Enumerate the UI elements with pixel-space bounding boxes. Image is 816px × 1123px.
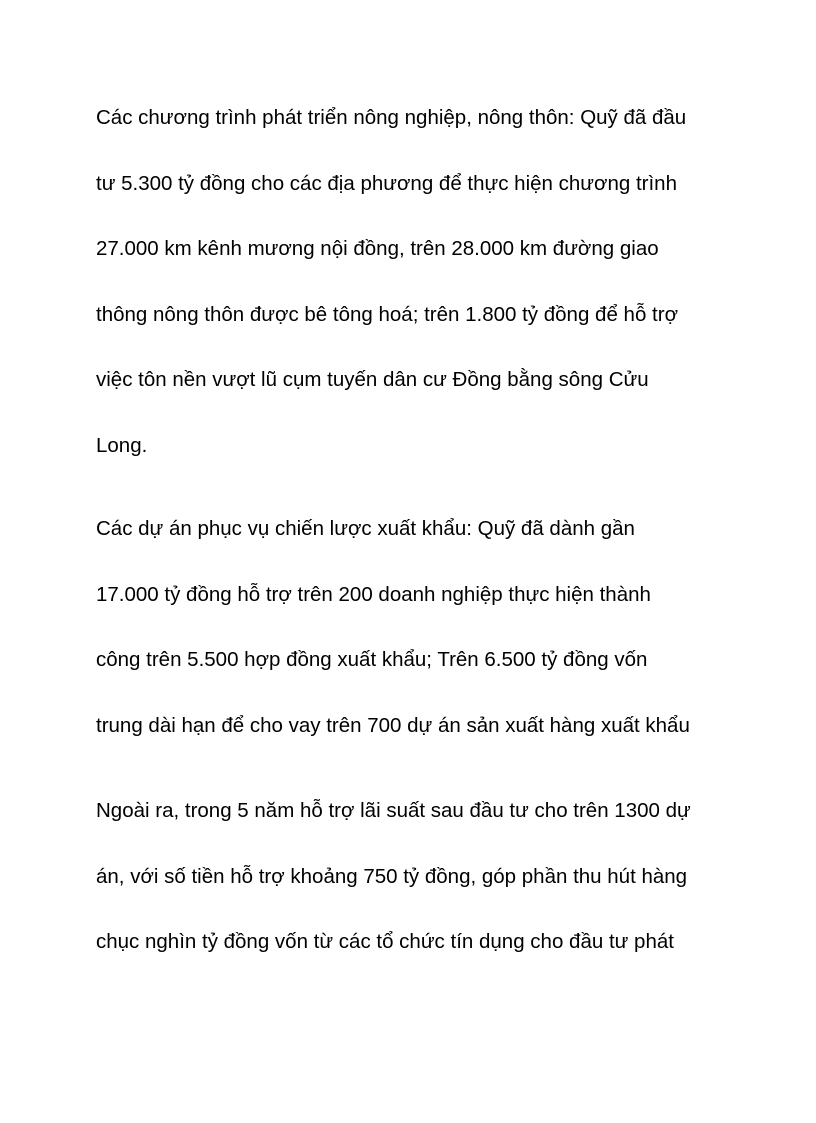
paragraph-export-projects <box>96 517 690 738</box>
text-line: tư 5.300 tỷ đồng cho các địa phương để thực hiện chương trình <box>96 171 677 195</box>
text-line: Các chương trình phát triển nông nghiệp, nông thôn: Quỹ đã đầu <box>96 106 687 129</box>
paragraph-interest-support <box>96 799 691 954</box>
text-line: 17.000 tỷ đồng hỗ trợ trên 200 doanh nghiệp thực hiện thành <box>96 582 651 606</box>
text-line: thông nông thôn được bê tông hoá; trên 1.800 tỷ đồng để hỗ trợ <box>96 302 679 326</box>
text-line: việc tôn nền vượt lũ cụm tuyến dân cư Đồng bằng sông Cửu <box>96 368 649 392</box>
text-line: Ngoài ra, trong 5 năm hỗ trợ lãi suất sau đầu tư cho trên 1300 dự <box>96 799 691 822</box>
text-line: Các dự án phục vụ chiến lược xuất khẩu: Quỹ đã dành gần <box>96 517 635 540</box>
text-line: án, với số tiền hỗ trợ khoảng 750 tỷ đồng, góp phần thu hút hàng <box>96 864 688 888</box>
text-line: công trên 5.500 hợp đồng xuất khẩu; Trên 6.500 tỷ đồng vốn <box>96 648 648 672</box>
text-line: trung dài hạn để cho vay trên 700 dự án sản xuất hàng xuất khẩu <box>96 713 690 737</box>
text-line: chục nghìn tỷ đồng vốn từ các tổ chức tín dụng cho đầu tư phát <box>96 930 674 954</box>
text-line: Long. <box>96 433 148 457</box>
text-line: 27.000 km kênh mương nội đồng, trên 28.000 km đường giao <box>96 237 659 261</box>
paragraph-agriculture-programs <box>96 106 686 458</box>
